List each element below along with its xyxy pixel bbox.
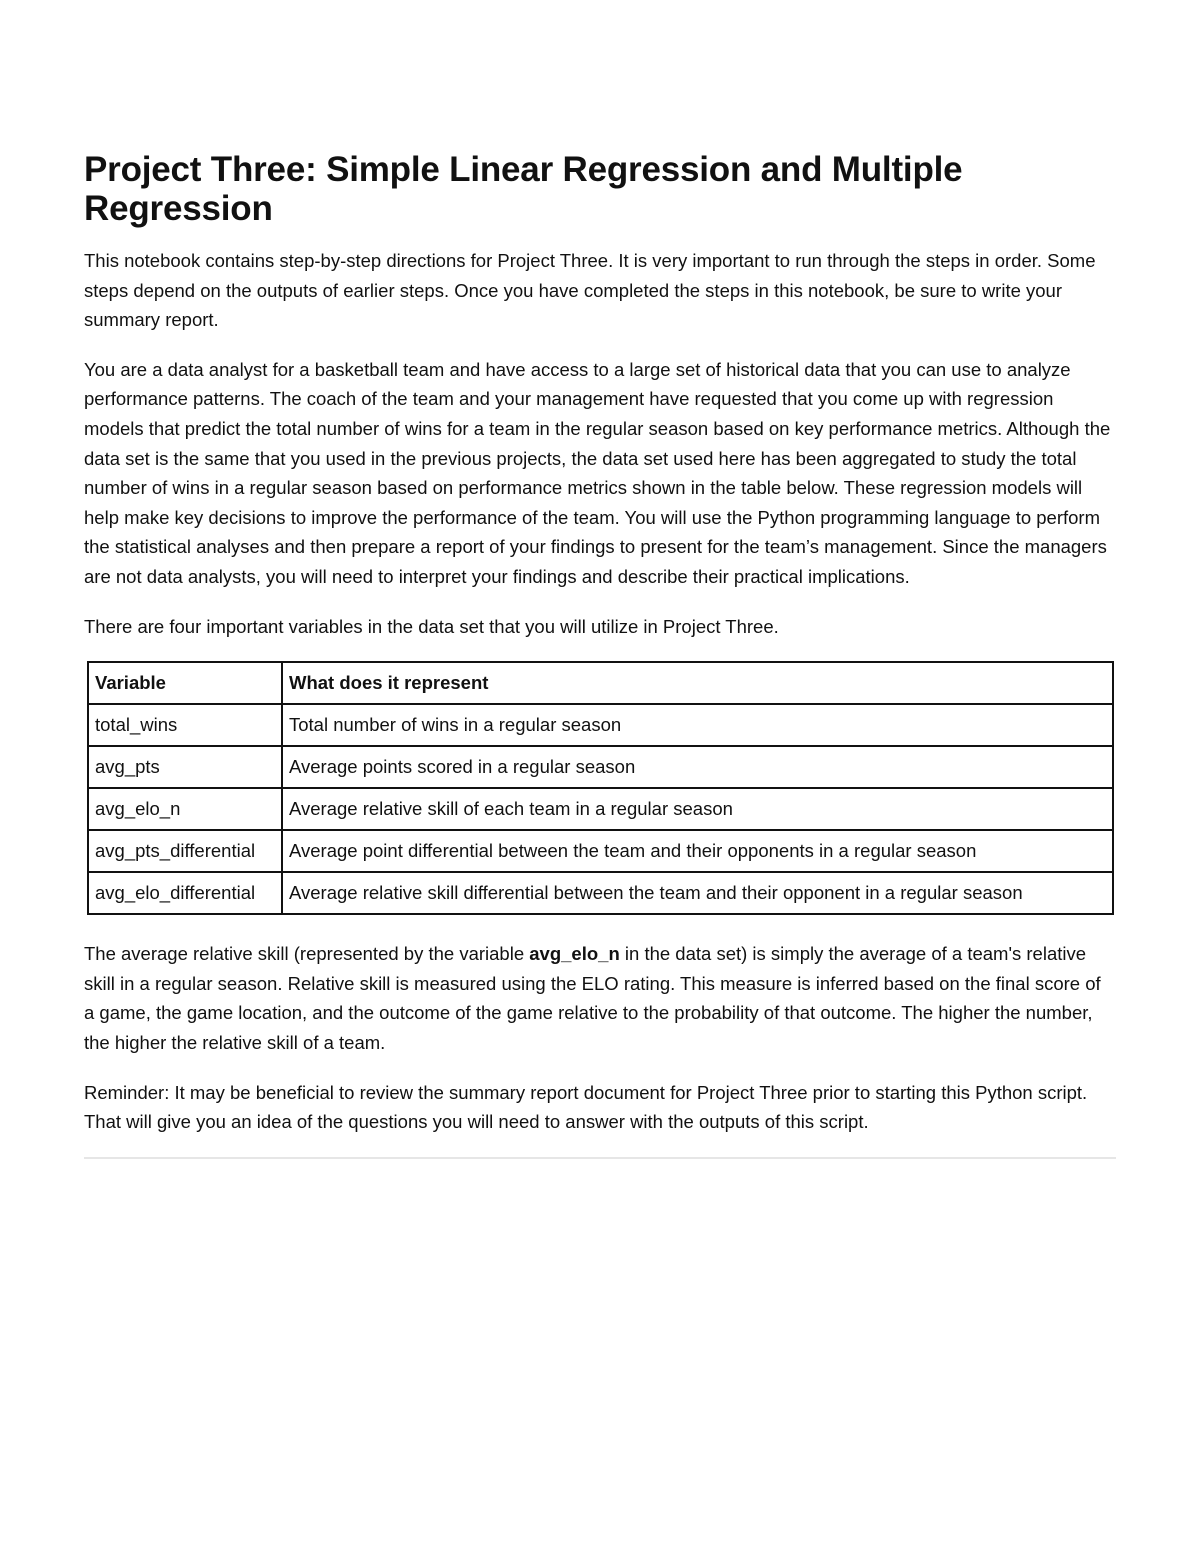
table-cell-variable: total_wins — [88, 704, 282, 746]
table-cell-description: Average relative skill differential between the team and their opponent in a regular season — [282, 872, 1113, 914]
table-cell-description: Average points scored in a regular season — [282, 746, 1113, 788]
table-row — [88, 746, 1113, 788]
table-cell-description: Total number of wins in a regular season — [282, 704, 1113, 746]
elo-paragraph — [84, 939, 1116, 1057]
variables-table — [87, 661, 1114, 915]
reminder-paragraph: Reminder: It may be beneficial to review the summary report document for Project Three prior to starting this Python script. That will give you an idea of the questions you will need to answer with the outputs of this script. — [84, 1081, 1088, 1133]
variables-intro-paragraph: There are four important variables in the data set that you will utilize in Project Three. — [84, 615, 779, 637]
table-cell-description: Average point differential between the team and their opponents in a regular season — [282, 830, 1113, 872]
table-cell-variable: avg_pts — [88, 746, 282, 788]
context-paragraph: You are a data analyst for a basketball team and have access to a large set of historical data that you can use to analyze performance patterns. The coach of the team and your management have requested that you come up with regression models that predict the total number of wins for a team in the regular season based on key performance metrics. Although the data set is the same that you used in the previous projects, the data set used here has been aggregated to study the total number of wins in a regular season based on performance metrics shown in the table below. These regression models will help make key decisions to improve the performance of the team. You will use the Python programming language to perform the statistical analyses and then prepare a report of your findings to present for the team’s management. Since the managers are not data analysts, you will need to interpret your findings and describe their practical implications. — [84, 358, 1111, 587]
table-row — [88, 830, 1113, 872]
section-divider — [84, 1157, 1116, 1159]
table-header-row — [88, 662, 1113, 704]
table-row — [88, 788, 1113, 830]
table-cell-variable: avg_elo_differential — [88, 872, 282, 914]
elo-text-before: The average relative skill (represented by the variable — [84, 943, 530, 965]
table-row — [88, 704, 1113, 746]
table-header-description: What does it represent — [282, 662, 1113, 704]
table-cell-description: Average relative skill of each team in a regular season — [282, 788, 1113, 830]
notebook-page — [84, 150, 1116, 1159]
intro-paragraph: This notebook contains step-by-step directions for Project Three. It is very important to run through the steps in order. Some steps depend on the outputs of earlier steps. Once you have completed the steps in this notebook, be sure to write your summary report. — [84, 250, 1096, 331]
table-header-variable: Variable — [88, 662, 282, 704]
table-cell-variable: avg_elo_n — [88, 788, 282, 830]
table-cell-variable: avg_pts_differential — [88, 830, 282, 872]
table-row — [88, 872, 1113, 914]
elo-variable-name: avg_elo_n — [529, 943, 620, 965]
page-title: Project Three: Simple Linear Regression and Multiple Regression — [84, 150, 963, 228]
elo-text-after: in the data set) is simply the average of a team's relative skill in a regular season. Relative skill is measured using the ELO rating. This measure is inferred based on the final score of a game, the game location, and the outcome of the game relative to the probability of that outcome. The higher the number, the higher the relative skill of a team. — [84, 943, 1101, 1053]
